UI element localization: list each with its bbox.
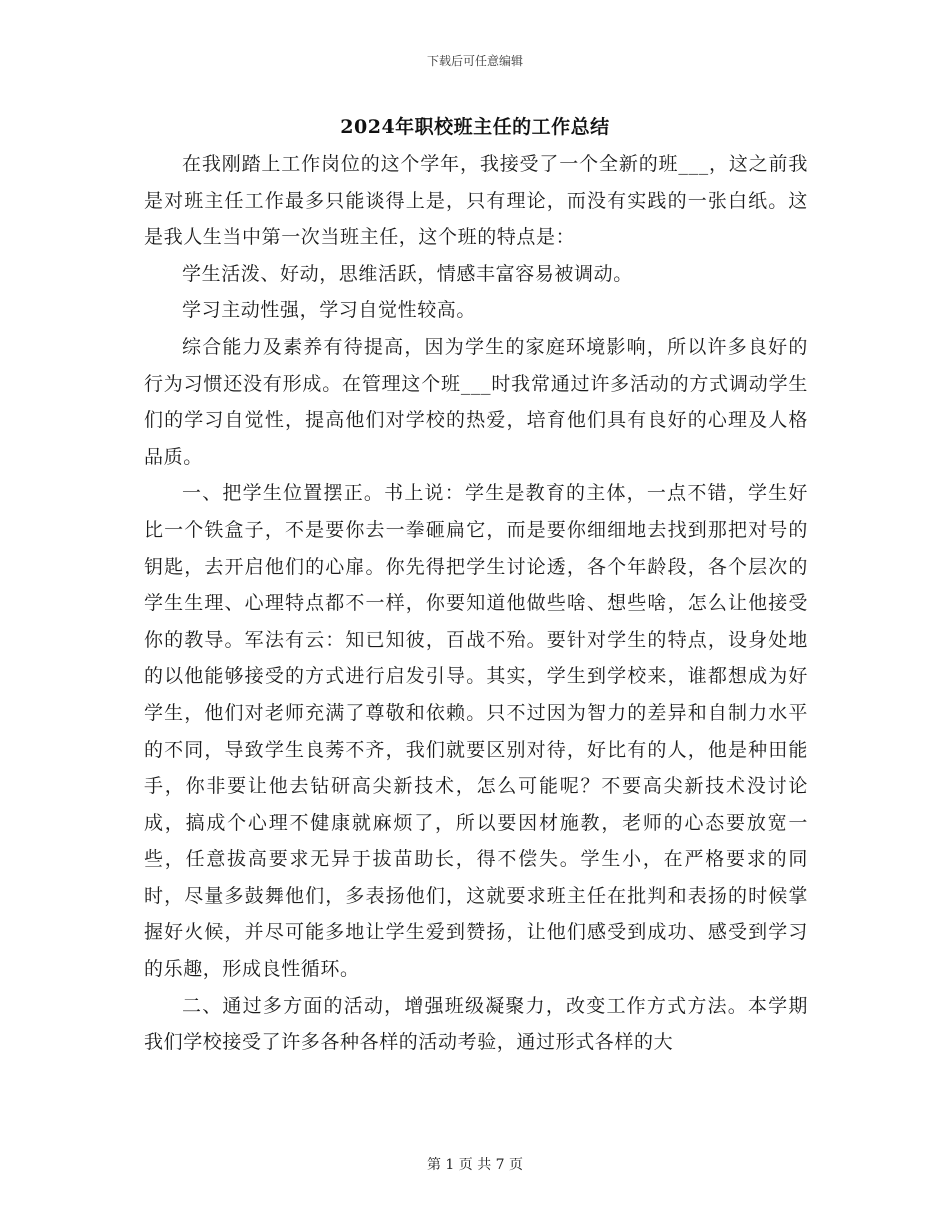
page-number: 第 1 页 共 7 页 [426, 1157, 524, 1173]
paragraph-intro: 在我刚踏上工作岗位的这个学年，我接受了一个全新的班___，这之前我是对班主任工作最多只能谈得上是，只有理论，而没有实践的一张白纸。这是我人生当中第一次当班主任，这个班的特点是： [144, 153, 808, 249]
paragraph-trait-1: 学生活泼、好动，思维活跃，情感丰富容易被调动。 [182, 262, 633, 285]
paragraph-section-2: 二、通过多方面的活动，增强班级凝聚力，改变工作方式方法。本学期我们学校接受了许多各种各样的活动考验，通过形式各样的大 [144, 994, 808, 1054]
document-title: 2024年职校班主任的工作总结 [340, 116, 610, 138]
header-note: 下载后可任意编辑 [426, 54, 523, 68]
paragraph-section-1: 一、把学生位置摆正。书上说：学生是教育的主体，一点不错，学生好比一个铁盒子，不是要你去一拳砸扁它，而是要你细细地去找到那把对号的钥匙，去开启他们的心扉。你先得把学生讨论透，各个年龄段，各个层次的学生生理、心理特点都不一样，你要知道他做些啥、想些啥，怎么让他接受你的教导。军法有云：知已知彼，百战不殆。要针对学生的特点，设身处地的以他能够接受的方式进行启发引导。其实，学生到学校来，谁都想成为好学生，他们对老师充满了尊敬和依赖。只不过因为智力的差异和自制力水平的不同，导致学生良莠不齐，我们就要区别对待，好比有的人，他是种田能手，你非要让他去钻研高尖新技术，怎么可能呢？不要高尖新技术没讨论成，搞成个心理不健康就麻烦了，所以要因材施教，老师的心态要放宽一些，任意拔高要求无异于拔苗助长，得不偿失。学生小，在严格要求的同时，尽量多鼓舞他们，多表扬他们，这就要求班主任在批判和表扬的时候掌握好火候，并尽可能多地让学生爱到赞扬，让他们感受到成功、感受到学习的乐趣，形成良性循环。 [144, 482, 808, 981]
document-body [144, 146, 808, 1061]
paragraph-trait-3: 综合能力及素养有待提高，因为学生的家庭环境影响，所以许多良好的行为习惯还没有形成。在管理这个班___时我常通过许多活动的方式调动学生们的学习自觉性，提高他们对学校的热爱，培育他们具有良好的心理及人格品质。 [144, 335, 808, 468]
paragraph-trait-2: 学习主动性强，学习自觉性较高。 [182, 299, 477, 322]
